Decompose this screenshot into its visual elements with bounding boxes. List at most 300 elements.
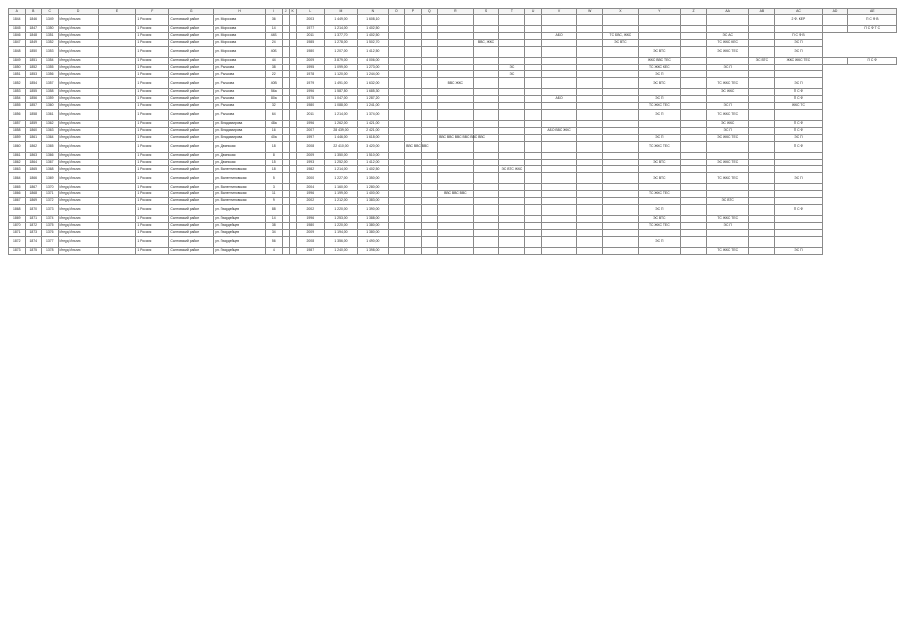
table-cell[interactable]: АБО ВВС ЖКС bbox=[541, 127, 576, 134]
table-cell[interactable] bbox=[421, 216, 438, 223]
table-cell[interactable] bbox=[603, 121, 638, 128]
table-cell[interactable]: 1357 bbox=[42, 78, 59, 89]
table-cell[interactable] bbox=[421, 110, 438, 121]
table-cell[interactable]: 56а bbox=[266, 89, 283, 96]
table-cell[interactable] bbox=[706, 191, 748, 198]
table-cell[interactable] bbox=[289, 127, 296, 134]
table-cell[interactable] bbox=[98, 46, 136, 57]
table-cell[interactable] bbox=[603, 134, 638, 141]
table-cell[interactable] bbox=[541, 78, 576, 89]
table-cell[interactable]: 1365 bbox=[42, 141, 59, 152]
table-cell[interactable]: ЭС П bbox=[775, 134, 822, 141]
table-cell[interactable]: 1369 bbox=[42, 173, 59, 184]
table-cell[interactable]: 1 Россия bbox=[136, 166, 169, 173]
table-cell[interactable] bbox=[98, 103, 136, 110]
table-cell[interactable]: 1975 bbox=[296, 96, 324, 103]
column-header[interactable]: AE bbox=[848, 9, 897, 15]
table-cell[interactable]: 1349 bbox=[42, 15, 59, 26]
table-cell[interactable]: 1 214,00 bbox=[324, 26, 357, 33]
table-cell[interactable] bbox=[749, 247, 775, 254]
table-cell[interactable]: 2000 bbox=[296, 173, 324, 184]
table-cell[interactable] bbox=[638, 26, 680, 33]
table-cell[interactable]: Салтовский район bbox=[169, 78, 214, 89]
table-cell[interactable]: ЭС АС bbox=[706, 32, 748, 39]
table-cell[interactable]: Ингуд Ильгиз bbox=[58, 205, 98, 216]
table-cell[interactable]: 24 bbox=[266, 39, 283, 46]
table-cell[interactable]: 1867 bbox=[9, 198, 26, 205]
table-cell[interactable]: ул. Валентиновская bbox=[214, 191, 266, 198]
table-cell[interactable] bbox=[282, 103, 289, 110]
table-cell[interactable] bbox=[282, 216, 289, 223]
table-cell[interactable]: Ингуд Ильгиз bbox=[58, 32, 98, 39]
table-cell[interactable]: ул. Морозова bbox=[214, 26, 266, 33]
table-cell[interactable]: 3 bbox=[266, 184, 283, 191]
table-cell[interactable] bbox=[749, 222, 775, 229]
table-cell[interactable] bbox=[421, 32, 438, 39]
table-cell[interactable] bbox=[388, 110, 405, 121]
table-cell[interactable] bbox=[749, 229, 775, 236]
table-cell[interactable]: 1 Россия bbox=[136, 152, 169, 159]
table-cell[interactable] bbox=[603, 57, 638, 64]
table-cell[interactable]: ул. Валентиновская bbox=[214, 173, 266, 184]
table-cell[interactable] bbox=[282, 159, 289, 166]
table-cell[interactable]: 1 240,00 bbox=[324, 247, 357, 254]
table-cell[interactable]: 1 214,00 bbox=[324, 110, 357, 121]
table-cell[interactable]: ЭС П bbox=[638, 236, 680, 247]
table-cell[interactable] bbox=[289, 134, 296, 141]
table-cell[interactable] bbox=[603, 216, 638, 223]
table-cell[interactable] bbox=[282, 222, 289, 229]
table-cell[interactable]: Салтовский район bbox=[169, 159, 214, 166]
table-cell[interactable]: ЭС ЖКС ТЕС bbox=[706, 159, 748, 166]
table-cell[interactable]: Ингуд Ильгиз bbox=[58, 26, 98, 33]
table-cell[interactable] bbox=[388, 32, 405, 39]
table-cell[interactable] bbox=[282, 184, 289, 191]
table-cell[interactable] bbox=[473, 46, 499, 57]
table-cell[interactable] bbox=[289, 32, 296, 39]
table-cell[interactable]: 1851 bbox=[25, 57, 42, 64]
table-cell[interactable] bbox=[282, 110, 289, 121]
table-cell[interactable] bbox=[603, 110, 638, 121]
column-header[interactable]: T bbox=[499, 9, 525, 15]
table-cell[interactable]: 1 380,00 bbox=[357, 222, 388, 229]
table-cell[interactable]: 34 bbox=[266, 229, 283, 236]
table-cell[interactable]: 1361 bbox=[42, 110, 59, 121]
table-cell[interactable]: 1980 bbox=[296, 103, 324, 110]
table-cell[interactable]: ул. Валентиновская bbox=[214, 184, 266, 191]
table-cell[interactable] bbox=[473, 152, 499, 159]
table-cell[interactable] bbox=[525, 103, 542, 110]
table-cell[interactable] bbox=[421, 78, 438, 89]
table-cell[interactable] bbox=[775, 191, 822, 198]
table-cell[interactable]: 1872 bbox=[9, 236, 26, 247]
table-cell[interactable] bbox=[405, 110, 422, 121]
table-cell[interactable]: 1 618,00 bbox=[357, 134, 388, 141]
table-cell[interactable] bbox=[749, 205, 775, 216]
table-cell[interactable] bbox=[289, 103, 296, 110]
table-cell[interactable] bbox=[541, 198, 576, 205]
table-cell[interactable]: 1863 bbox=[25, 152, 42, 159]
table-cell[interactable]: 1870 bbox=[25, 205, 42, 216]
table-cell[interactable] bbox=[421, 39, 438, 46]
table-cell[interactable] bbox=[421, 152, 438, 159]
table-cell[interactable]: 1871 bbox=[25, 216, 42, 223]
table-cell[interactable] bbox=[405, 216, 422, 223]
table-cell[interactable] bbox=[749, 173, 775, 184]
table-cell[interactable] bbox=[98, 96, 136, 103]
table-cell[interactable]: 1855 bbox=[25, 89, 42, 96]
table-cell[interactable] bbox=[681, 205, 707, 216]
table-cell[interactable] bbox=[603, 127, 638, 134]
table-cell[interactable] bbox=[638, 127, 680, 134]
table-cell[interactable]: ТС ЖКС КЕС bbox=[706, 39, 748, 46]
table-cell[interactable] bbox=[473, 205, 499, 216]
table-cell[interactable]: 1376 bbox=[42, 229, 59, 236]
table-cell[interactable]: 1 220,00 bbox=[324, 222, 357, 229]
table-cell[interactable] bbox=[749, 71, 775, 78]
table-cell[interactable] bbox=[706, 15, 748, 26]
table-cell[interactable]: 1982 bbox=[296, 166, 324, 173]
table-cell[interactable] bbox=[289, 229, 296, 236]
table-cell[interactable]: Салтовский район bbox=[169, 141, 214, 152]
column-header[interactable]: F bbox=[136, 9, 169, 15]
table-cell[interactable] bbox=[749, 198, 775, 205]
table-cell[interactable]: 15 bbox=[266, 159, 283, 166]
table-cell[interactable]: 3 879,00 bbox=[324, 57, 357, 64]
table-cell[interactable]: Салтовский район bbox=[169, 39, 214, 46]
table-cell[interactable]: 1 446,00 bbox=[324, 134, 357, 141]
table-cell[interactable]: Салтовский район bbox=[169, 247, 214, 254]
table-cell[interactable]: ул. Гвардейцев bbox=[214, 236, 266, 247]
table-cell[interactable] bbox=[638, 229, 680, 236]
table-cell[interactable]: 1359 bbox=[42, 96, 59, 103]
table-cell[interactable] bbox=[405, 173, 422, 184]
table-cell[interactable]: 1 047,00 bbox=[324, 96, 357, 103]
table-cell[interactable]: 80а bbox=[266, 96, 283, 103]
table-cell[interactable] bbox=[98, 198, 136, 205]
table-cell[interactable] bbox=[603, 159, 638, 166]
table-cell[interactable] bbox=[525, 229, 542, 236]
table-cell[interactable]: 1856 bbox=[25, 96, 42, 103]
table-cell[interactable] bbox=[541, 121, 576, 128]
table-cell[interactable]: ул. Рычкова bbox=[214, 64, 266, 71]
table-cell[interactable]: П С Ф В bbox=[848, 15, 897, 26]
table-cell[interactable] bbox=[98, 166, 136, 173]
table-cell[interactable] bbox=[473, 141, 499, 152]
table-cell[interactable]: 1 227,00 bbox=[324, 173, 357, 184]
table-cell[interactable] bbox=[541, 173, 576, 184]
table-cell[interactable] bbox=[681, 64, 707, 71]
table-cell[interactable] bbox=[681, 236, 707, 247]
table-cell[interactable]: П С Ф bbox=[775, 121, 822, 128]
table-cell[interactable]: 40В bbox=[266, 78, 283, 89]
table-cell[interactable] bbox=[421, 71, 438, 78]
table-cell[interactable] bbox=[525, 184, 542, 191]
table-cell[interactable] bbox=[681, 32, 707, 39]
table-cell[interactable] bbox=[98, 141, 136, 152]
table-cell[interactable] bbox=[525, 64, 542, 71]
table-cell[interactable]: ЭС П bbox=[775, 173, 822, 184]
table-cell[interactable]: ЭС bbox=[499, 71, 525, 78]
table-cell[interactable] bbox=[98, 32, 136, 39]
table-cell[interactable]: 1869 bbox=[9, 216, 26, 223]
table-cell[interactable]: 1354 bbox=[42, 57, 59, 64]
table-cell[interactable]: 1 241,00 bbox=[357, 103, 388, 110]
table-cell[interactable]: Салтовский район bbox=[169, 134, 214, 141]
table-cell[interactable] bbox=[405, 71, 422, 78]
table-cell[interactable]: 1875 bbox=[25, 247, 42, 254]
table-cell[interactable] bbox=[499, 39, 525, 46]
table-cell[interactable]: 1848 bbox=[25, 32, 42, 39]
table-cell[interactable] bbox=[421, 96, 438, 103]
table-cell[interactable]: ЭС П bbox=[706, 127, 748, 134]
table-cell[interactable]: 1 402,50 bbox=[357, 166, 388, 173]
table-cell[interactable]: 1866 bbox=[9, 191, 26, 198]
table-cell[interactable]: 1 Россия bbox=[136, 247, 169, 254]
table-cell[interactable] bbox=[98, 205, 136, 216]
table-cell[interactable]: 1 Россия bbox=[136, 121, 169, 128]
table-cell[interactable] bbox=[577, 134, 603, 141]
column-header[interactable]: AC bbox=[775, 9, 822, 15]
table-cell[interactable]: ул. Рычкова bbox=[214, 71, 266, 78]
table-cell[interactable] bbox=[388, 222, 405, 229]
table-cell[interactable]: 1851 bbox=[9, 71, 26, 78]
table-cell[interactable] bbox=[525, 78, 542, 89]
table-cell[interactable]: 2007 bbox=[296, 127, 324, 134]
table-cell[interactable]: ул. Двинская bbox=[214, 159, 266, 166]
table-cell[interactable] bbox=[438, 205, 473, 216]
table-cell[interactable] bbox=[499, 198, 525, 205]
table-cell[interactable]: 1868 bbox=[9, 205, 26, 216]
table-cell[interactable]: Салтовский район bbox=[169, 89, 214, 96]
table-cell[interactable] bbox=[541, 39, 576, 46]
table-cell[interactable]: 1980 bbox=[296, 222, 324, 229]
table-cell[interactable] bbox=[499, 78, 525, 89]
table-cell[interactable] bbox=[405, 191, 422, 198]
table-cell[interactable] bbox=[388, 39, 405, 46]
table-cell[interactable] bbox=[749, 159, 775, 166]
table-cell[interactable]: 88 bbox=[266, 205, 283, 216]
table-cell[interactable] bbox=[405, 121, 422, 128]
table-cell[interactable]: ТС ЖКС ТЕС bbox=[706, 216, 748, 223]
table-cell[interactable] bbox=[541, 15, 576, 26]
table-cell[interactable]: 1 412,00 bbox=[357, 159, 388, 166]
table-cell[interactable]: 1 212,00 bbox=[324, 198, 357, 205]
table-cell[interactable] bbox=[775, 152, 822, 159]
table-cell[interactable]: 1 Россия bbox=[136, 184, 169, 191]
table-cell[interactable] bbox=[525, 198, 542, 205]
table-cell[interactable] bbox=[603, 173, 638, 184]
table-cell[interactable] bbox=[98, 110, 136, 121]
table-cell[interactable]: 1996 bbox=[296, 121, 324, 128]
table-cell[interactable] bbox=[603, 191, 638, 198]
table-cell[interactable] bbox=[98, 229, 136, 236]
table-cell[interactable] bbox=[541, 236, 576, 247]
table-cell[interactable] bbox=[577, 32, 603, 39]
table-cell[interactable] bbox=[282, 78, 289, 89]
table-cell[interactable] bbox=[421, 184, 438, 191]
table-cell[interactable]: 1862 bbox=[25, 141, 42, 152]
table-cell[interactable]: ул. Рычкова bbox=[214, 110, 266, 121]
table-cell[interactable] bbox=[405, 32, 422, 39]
table-cell[interactable]: 1993 bbox=[296, 159, 324, 166]
table-cell[interactable] bbox=[706, 96, 748, 103]
table-cell[interactable]: ВВС ВВС ВВС ВВС ВВС ВВС bbox=[438, 134, 473, 141]
table-cell[interactable]: АБО bbox=[541, 96, 576, 103]
table-cell[interactable] bbox=[749, 134, 775, 141]
table-cell[interactable] bbox=[289, 64, 296, 71]
table-cell[interactable] bbox=[541, 205, 576, 216]
table-cell[interactable] bbox=[421, 222, 438, 229]
table-cell[interactable] bbox=[749, 141, 775, 152]
table-cell[interactable] bbox=[388, 57, 405, 64]
table-cell[interactable] bbox=[706, 57, 748, 64]
table-cell[interactable]: 1865 bbox=[9, 184, 26, 191]
table-cell[interactable]: Ингуд Ильгиз bbox=[58, 15, 98, 26]
table-cell[interactable]: Ингуд Ильгиз bbox=[58, 57, 98, 64]
table-cell[interactable]: 1869 bbox=[25, 198, 42, 205]
table-cell[interactable] bbox=[388, 229, 405, 236]
table-cell[interactable] bbox=[289, 71, 296, 78]
table-cell[interactable] bbox=[388, 127, 405, 134]
table-cell[interactable] bbox=[525, 205, 542, 216]
table-cell[interactable]: Салтовский район bbox=[169, 121, 214, 128]
table-cell[interactable] bbox=[706, 141, 748, 152]
table-cell[interactable] bbox=[749, 39, 775, 46]
table-cell[interactable]: 1358 bbox=[42, 89, 59, 96]
table-cell[interactable]: ул. Рычкова bbox=[214, 103, 266, 110]
table-cell[interactable] bbox=[775, 222, 822, 229]
table-cell[interactable]: 36 bbox=[266, 15, 283, 26]
table-cell[interactable] bbox=[289, 96, 296, 103]
table-cell[interactable] bbox=[525, 247, 542, 254]
table-cell[interactable] bbox=[473, 57, 499, 64]
table-cell[interactable] bbox=[473, 191, 499, 198]
table-cell[interactable]: ЭС bbox=[499, 64, 525, 71]
table-cell[interactable] bbox=[289, 121, 296, 128]
table-cell[interactable]: 1 374,00 bbox=[357, 110, 388, 121]
table-cell[interactable] bbox=[473, 216, 499, 223]
table-cell[interactable] bbox=[499, 229, 525, 236]
column-header[interactable]: N bbox=[357, 9, 388, 15]
table-cell[interactable] bbox=[98, 71, 136, 78]
table-cell[interactable] bbox=[282, 191, 289, 198]
table-cell[interactable]: ул. Морозова bbox=[214, 57, 266, 64]
table-cell[interactable] bbox=[577, 39, 603, 46]
table-cell[interactable] bbox=[749, 236, 775, 247]
table-cell[interactable] bbox=[98, 15, 136, 26]
table-cell[interactable] bbox=[681, 198, 707, 205]
table-cell[interactable]: 1 421,00 bbox=[357, 121, 388, 128]
table-cell[interactable] bbox=[388, 247, 405, 254]
table-cell[interactable] bbox=[438, 110, 473, 121]
table-cell[interactable]: 1847 bbox=[9, 39, 26, 46]
table-cell[interactable]: Ингуд Ильгиз bbox=[58, 236, 98, 247]
table-cell[interactable]: 1 402,50 bbox=[357, 32, 388, 39]
table-cell[interactable] bbox=[289, 216, 296, 223]
table-cell[interactable] bbox=[525, 166, 542, 173]
table-cell[interactable] bbox=[388, 121, 405, 128]
table-cell[interactable]: 1366 bbox=[42, 152, 59, 159]
table-cell[interactable] bbox=[525, 71, 542, 78]
table-cell[interactable]: 1858 bbox=[9, 127, 26, 134]
table-cell[interactable]: 1987 bbox=[296, 247, 324, 254]
table-cell[interactable]: 44 bbox=[266, 57, 283, 64]
table-cell[interactable]: ЭС П bbox=[638, 134, 680, 141]
table-cell[interactable]: 1363 bbox=[42, 127, 59, 134]
table-cell[interactable]: 1850 bbox=[9, 64, 26, 71]
table-cell[interactable]: 1859 bbox=[25, 121, 42, 128]
table-cell[interactable] bbox=[603, 229, 638, 236]
table-cell[interactable]: 2011 bbox=[296, 32, 324, 39]
table-cell[interactable] bbox=[749, 127, 775, 134]
column-header[interactable]: P bbox=[405, 9, 422, 15]
table-cell[interactable]: 1850 bbox=[25, 46, 42, 57]
table-cell[interactable]: 1 Россия bbox=[136, 229, 169, 236]
table-cell[interactable]: ЭС ВТС bbox=[706, 198, 748, 205]
table-cell[interactable]: 1 398,00 bbox=[357, 247, 388, 254]
table-cell[interactable] bbox=[405, 89, 422, 96]
table-cell[interactable] bbox=[98, 184, 136, 191]
table-cell[interactable] bbox=[706, 71, 748, 78]
table-cell[interactable] bbox=[438, 64, 473, 71]
table-cell[interactable]: ТС ЖКС ТЕС bbox=[706, 110, 748, 121]
table-cell[interactable] bbox=[388, 89, 405, 96]
column-header[interactable]: I bbox=[266, 9, 283, 15]
table-cell[interactable]: 1 Россия bbox=[136, 191, 169, 198]
table-cell[interactable]: 1351 bbox=[42, 32, 59, 39]
column-header[interactable]: Z bbox=[681, 9, 707, 15]
table-cell[interactable]: ул. Двинская bbox=[214, 141, 266, 152]
table-cell[interactable] bbox=[405, 46, 422, 57]
table-cell[interactable] bbox=[775, 166, 822, 173]
table-cell[interactable] bbox=[541, 89, 576, 96]
table-cell[interactable] bbox=[388, 159, 405, 166]
table-cell[interactable]: 2008 bbox=[296, 141, 324, 152]
table-cell[interactable]: 1 Россия bbox=[136, 205, 169, 216]
table-cell[interactable] bbox=[388, 46, 405, 57]
table-cell[interactable] bbox=[603, 46, 638, 57]
table-cell[interactable]: Ингуд Ильгиз bbox=[58, 222, 98, 229]
table-cell[interactable] bbox=[638, 247, 680, 254]
table-cell[interactable]: 1861 bbox=[25, 134, 42, 141]
table-cell[interactable]: П С Ф bbox=[775, 96, 822, 103]
table-cell[interactable] bbox=[603, 103, 638, 110]
table-cell[interactable]: 1868 bbox=[25, 191, 42, 198]
table-cell[interactable]: ул. Владимирова bbox=[214, 121, 266, 128]
table-cell[interactable] bbox=[525, 222, 542, 229]
table-cell[interactable] bbox=[749, 64, 775, 71]
table-cell[interactable] bbox=[282, 15, 289, 26]
table-cell[interactable]: ул. Рычкова bbox=[214, 89, 266, 96]
table-cell[interactable] bbox=[421, 121, 438, 128]
table-cell[interactable] bbox=[525, 39, 542, 46]
table-cell[interactable] bbox=[706, 166, 748, 173]
table-cell[interactable] bbox=[473, 127, 499, 134]
table-cell[interactable]: 1995 bbox=[296, 64, 324, 71]
table-cell[interactable]: 1 490,00 bbox=[357, 236, 388, 247]
table-cell[interactable]: 1373 bbox=[42, 205, 59, 216]
table-cell[interactable]: ул. Гвардейцев bbox=[214, 222, 266, 229]
table-cell[interactable] bbox=[98, 159, 136, 166]
table-cell[interactable] bbox=[98, 173, 136, 184]
table-cell[interactable]: ТС ЖКС ТЕС bbox=[706, 78, 748, 89]
table-cell[interactable]: 1 088,00 bbox=[324, 103, 357, 110]
table-cell[interactable] bbox=[421, 89, 438, 96]
table-cell[interactable] bbox=[405, 103, 422, 110]
column-header[interactable]: AA bbox=[706, 9, 748, 15]
table-cell[interactable] bbox=[98, 247, 136, 254]
